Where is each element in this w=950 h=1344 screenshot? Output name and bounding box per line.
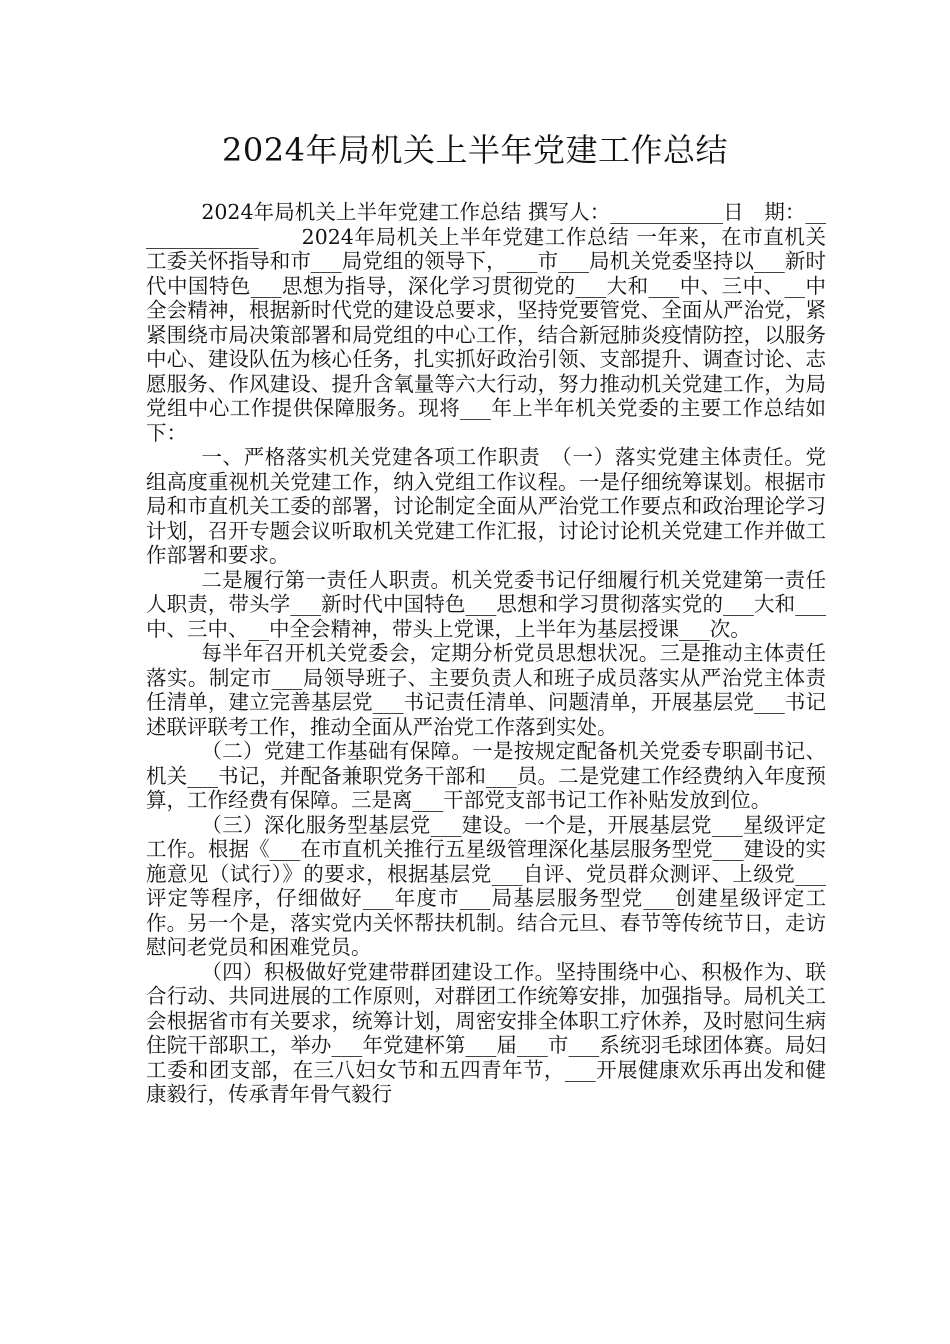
paragraph-work-foundation: （二）党建工作基础有保障。一是按规定配备机关党委专职副书记、机关___书记，并配备兼职党务干部和___员。二是党建工作经费纳入年度预算，工作经费有保障。三是离___干部党支部书记工作补贴发放到位。 [146,739,826,812]
document-body [146,200,826,1107]
paragraph-mass-organizations: （四）积极做好党建带群团建设工作。坚持围绕中心、积极作为、联合行动、共同进展的工作原则，对群团工作统筹安排，加强指导。局机关工会根据省市有关要求，统筹计划，周密安排全体职工疗休养，及时慰问生病住院干部职工，举办___年党建杯第___届___市___系统羽毛球团体赛。局妇工委和团支部，在三八妇女节和五四青年节，___开展健康欢乐再出发和健康毅行，传承青年骨气毅行 [146,959,826,1106]
paragraph-main-responsibility: 每半年召开机关党委会，定期分析党员思想状况。三是推动主体责任落实。制定市___局领导班子、主要负责人和班子成员落实从严治党主体责任清单，建立完善基层党___书记责任清单、问题清单，开展基层党___书记述联评联考工作，推动全面从严治党工作落到实处。 [146,641,826,739]
paragraph-section-1: 一、严格落实机关党建各项工作职责 （一）落实党建主体责任。党组高度重视机关党建工作，纳入党组工作议程。一是仔细统筹谋划。根据市局和市直机关工委的部署，讨论制定全面从严治党工作要点和政治理论学习计划，召开专题会议听取机关党建工作汇报，讨论讨论机关党建工作并做工作部署和要求。 [146,445,826,567]
document-title: 2024年局机关上半年党建工作总结 [222,131,728,169]
paragraph-service-party: （三）深化服务型基层党___建设。一个是，开展基层党___星级评定工作。根据《___在市直机关推行五星级管理深化基层服务型党___建设的实施意见（试行）》的要求，根据基层党___自评、党员群众测评、上级党___评定等程序，仔细做好___年度市___局基层服务型党___创建星级评定工作。另一个是，落实党内关怀帮扶机制。结合元旦、春节等传统节日，走访慰问老党员和困难党员。 [146,812,826,959]
paragraph-intro: 2024年局机关上半年党建工作总结 撰写人：___________日 期：_____________ 2024年局机关上半年党建工作总结 一年来，在市直机关工委关怀指导和市___局党组的领导下，___市___局机关党委坚持以___新时代中国特色___思想为指导，深化学习贯彻党的___大和___中、三中、__中全会精神，根据新时代党的建设总要求，坚持党要管党、全面从严治党，紧紧围绕市局决策部署和局党组的中心工作，结合新冠肺炎疫情防控，以服务中心、建设队伍为核心任务，扎实抓好政治引领、支部提升、调查讨论、志愿服务、作风建设、提升含氧量等六大行动，努力推动机关党建工作，为局党组中心工作提供保障服务。现将___年上半年机关党委的主要工作总结如下： [146,200,826,445]
paragraph-first-responsibility: 二是履行第一责任人职责。机关党委书记仔细履行机关党建第一责任人职责，带头学___新时代中国特色___思想和学习贯彻落实党的___大和___中、三中、__中全会精神，带头上党课，上半年为基层授课___次。 [146,567,826,641]
